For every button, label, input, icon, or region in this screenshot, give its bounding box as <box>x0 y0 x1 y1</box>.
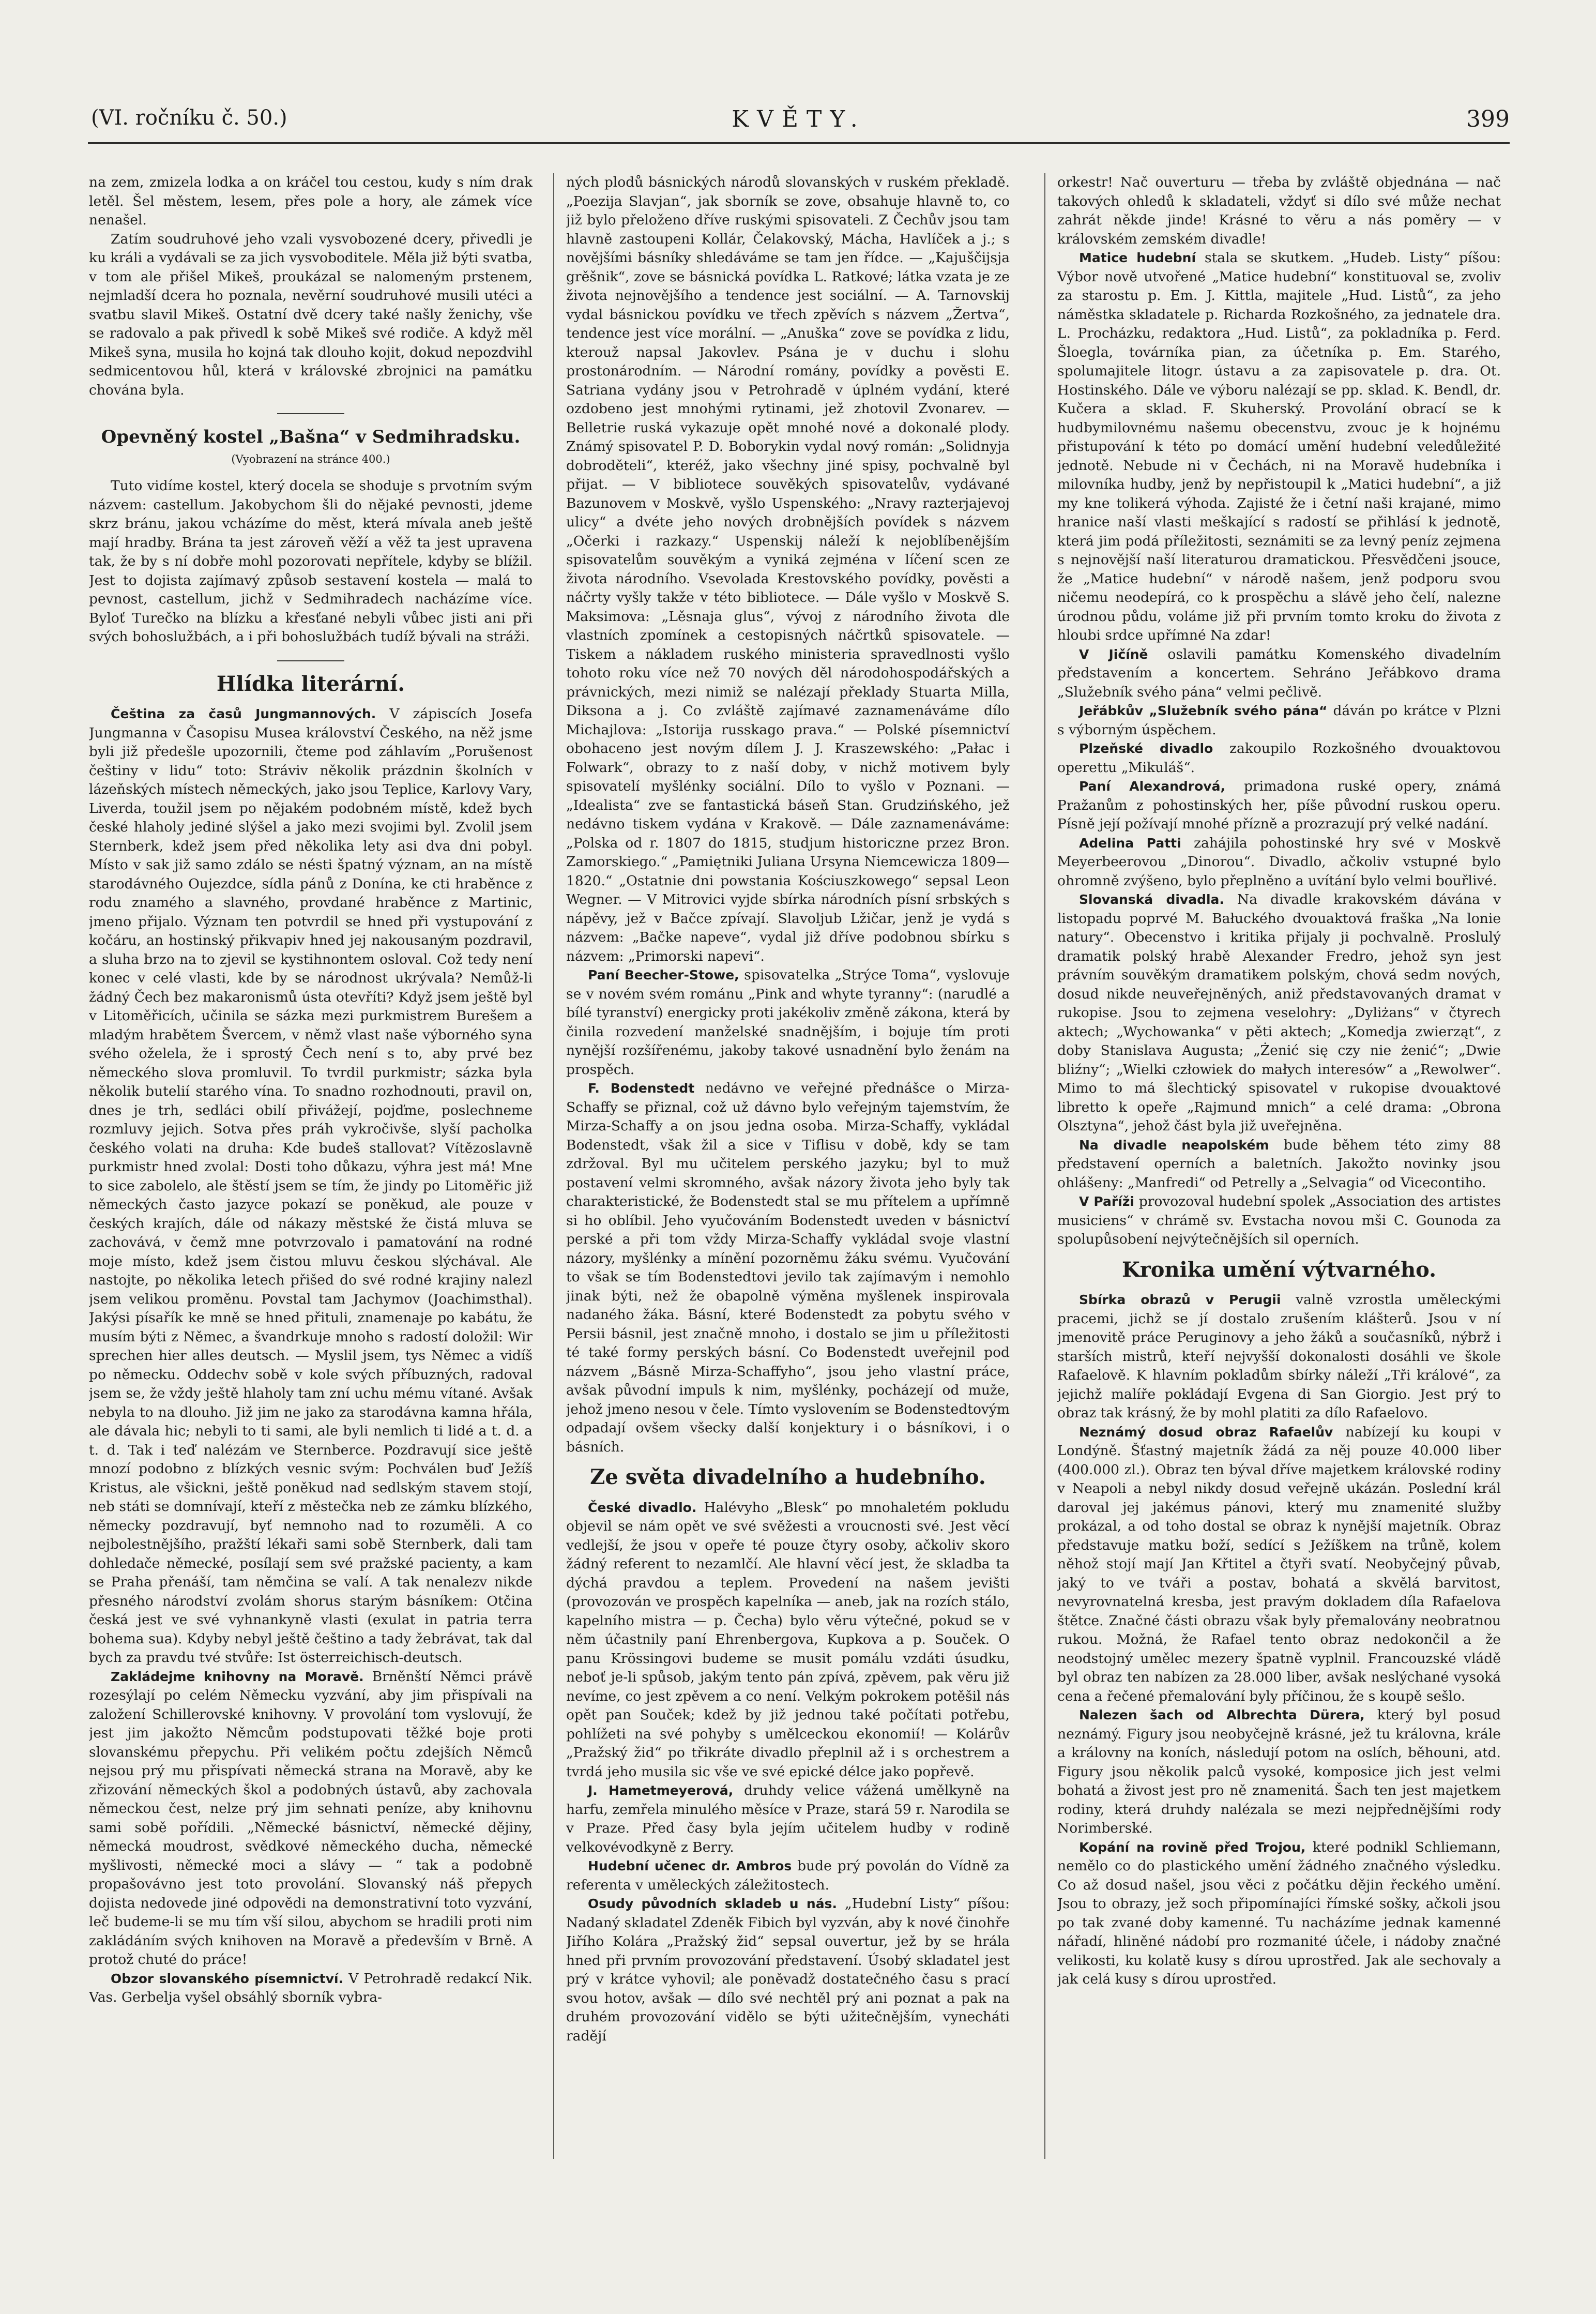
lead-heading: Hudební učenec dr. Ambros <box>588 1858 792 1873</box>
paragraph-text: který byl posud neznámý. Figury jsou neobyčejně krásné, jež tu královna, krále a královny na koních, následují potom na oslích, běhouni, atd. Figury jsou několik palců vysoké, komposice jich jest velmi bohatá a živost jest pro ně znamenitá. Šach ten jest majetkem rodiny, která druhdy nalézala se mezi nejpřednějšími rody Norimberské. <box>1057 1707 1501 1836</box>
paragraph <box>1057 645 1501 702</box>
paragraph-text: bude během této zimy 88 představení operních a baletních. Jakožto novinky jsou ohlášeny: „Manfredi“ od Petrelly a „Selvagia“ od Vicecontiho. <box>1057 1137 1501 1191</box>
lead-heading: Jeřábkův „Služebník svého pána“ <box>1079 703 1328 718</box>
paragraph <box>89 1668 533 1970</box>
volume-label: (VI. ročníku č. 50.) <box>91 106 287 130</box>
paragraph <box>1057 890 1501 1136</box>
paragraph <box>1057 1838 1501 1989</box>
article-title: Opevněný kostel „Bašna“ v Sedmihradsku. <box>101 427 521 447</box>
lead-heading: Čeština za časů Jungmannových. <box>111 706 376 721</box>
paragraph-text: Brněnští Němci právě rozesýlají po celém Německu vyzvání, aby jim přispívali na založení Schillerovské knihovny. V provolání tom vyslovují, že jest jim jakožto Němcům podstupovati těžké boje proti slovanskému přepychu. Při velikém počtu zdejších Němců nejsou prý mu přispívati německá strana na Moravě, aby ke zřizování německých škol a podobných ústavů, aby zachovala německou čest, nelze prý jim sehnati peníze, aby knihovnu sami sobě pořídili. „Německé básnictví, německé dějiny, německá moudrost, svědkové německého ducha, německé myšlivosti, německé moci a slávy — “ tak a podobně propašovávno jest toto provolání. Slovanský náš přepych dojista nedovede jiné odpovědi na demonstrativní toto vyzvání, leč budeme-li se mu tím vší silou, abychom se hradili proti nim zakládáním svých knihoven na Moravě a především v Brně. A protož chuté do práce! <box>89 1668 533 1968</box>
separator-rule <box>277 660 344 661</box>
paragraph: Zatím soudruhové jeho vzali vysvobozené dcery, přivedli je ku králi a vydávali se za jich vysvoboditele. Měla již býti svatba, v tom ale přišel Mikeš, proukázal se nalomeným prstenem, nejmladší dcera ho poznala, nevěrní soudruhové musili utéci a svatbu slavil Mikeš. Ostatní dvě dcery také našly ženichy, vše se radovalo a pak přivedl k sobě Mikeš své rodiče. A když měl Mikeš syna, musila ho kojná tak dlouho kojit, dokud nepozdvihl sedmicentovou hůl, která v královské zbrojnici na památku chována byla. <box>89 231 533 398</box>
paragraph <box>566 1499 1010 1782</box>
lead-heading: Neznámý dosud obraz Rafaelův <box>1079 1424 1333 1440</box>
paragraph-text: V zápiscích Josefa Jungmanna v Časopisu Musea království Českého, na něž jsme byli již předešle upozornili, čteme pod záhlavím „Porušenost češtiny v lidu“ toto: Stráviv několik prázdnin školních v lázeňských místech německých, jako jsou Teplice, Karlovy Vary, Liverda, toužil jsem po nějakém podobném místě, kdež bych české hlaholy jediné slýšel a jako mezi svojimi byl. Zvolil jsem Sternberk, kdež jsem před několika lety asi dva dni pobyl. Místo v sak již samo zdálo se nésti špatný význam, an na místě starodávného Oujezdce, sídla pánů z Donína, ke cti hraběnce z rodu znamého a slavného, provdané hraběnce z Martinic, jmeno přijalo. Význam ten potvrdil se hned při vystupování z kočáru, an hostinský přikvapiv hned jej nakousaným pozdravil, a sluha brzo na to zjevil se kystihnontem osloval. Což tedy není konec v celé vlasti, kde by se národnost ukrývala? Nemůž-li žádný Čech bez makaronismů ústa otevříti? Když jsem ještě byl v Litoměřicích, učinila se sázka mezi purkmistrem Burešem a mladým hrabětem Švercem, v němž vlast naše výborného syna svého oželela, že i sprostý Čech není s to, aby prvé bez německého slova promluvil. To tvrdil purkmistr; sázka byla několik butelií starého vína. To snadno rozhodnouti, pravil on, dnes je trh, sedláci obilí přivážejí, pojďme, poslechneme rozmluvy jejich. Sotva přes práh vykročivše, slyší pacholka českého volati na druha: Kde budeš stallovat? Vítězoslavně purkmistr hned zvolal: Dosti toho důkazu, výhra jest má! Mne to sice zabolelo, ale štěstí jsem se tím, že jindy po Litoměřic již německých často jazyce pokazí se poněkud, ale pouze v českých krajích, dále od nákazy městské že čistá mluva se zachovává, v čemž mne potvrzovalo i pamatování na rodné moje místo, kdež jsem čistou mluvu českou slýchával. Ale nastojte, po několika letech přišed do své rodné krajiny nalezl jsem velikou proměnu. Povstal tam Jachymov (Joachimsthal). Jakýsi písařík ke mně se hned přituli, znamenaje po kabátu, že musím býti z Němec, a švandrkuje mnoho s radostí doložil: Wir sprechen hier alles deutsch. — Myslil jsem, tys Němec a vidíš po německu. Oddechv sobě v kole svých příbuzných, radoval jsem se, že vždy ještě hlaholy tam zní uchu mému vítané. Avšak nebyla to na dlouho. Již jim ne jako za starodávna kamna hřála, ale dávala hic; nebyli to ti sami, ale byli nemlich ti lidé a t. d. a t. d. Tak i teď nalézám ve Sternberce. Pozdravují sice ještě mnozí podobno z blízkých vesnic svým: Pochválen buď Ježíš Kristus, ale všickni, ještě poněkud nad sedlským stavem stojí, neb státi se domnívají, kteří z městečka neb ze zámku blízkého, německy pozdravují, byť nemnoho nad to rozuměli. A co nejbolestnějšího, pražští lékaři sami sobě Sternberk, dali tam dohledače německé, posílají sem své pražské pacienty, a kam se Praha přenáší, tam němčina se valí. A tak nenalezv nikde přesného národství zvolám shorus starým básníkem: Otčina česká jest ve své vyhnankyně vlasti (exulat in patria terra bohema sua). Kdyby nebyl ještě češtino a tady žebrávat, tak dal bych za pravdu tvé stvůře: Ist österreichisch-deutsch. <box>89 706 533 1666</box>
paragraph <box>1057 1423 1501 1706</box>
section-title: Kronika umění výtvarného. <box>1121 1257 1437 1282</box>
lead-heading: Sbírka obrazů v Perugii <box>1079 1292 1281 1307</box>
paragraph: orkestr! Nač ouverturu — třeba by zvláště objednána — nač takových ohledů k skladateli, vždyť si dílo své může nechat zahrát někde jinde! Krásné to věru a nás poměry — v královském zemském divadle! <box>1057 174 1501 247</box>
paragraph <box>1057 1136 1501 1193</box>
paragraph <box>566 966 1010 1079</box>
paragraph <box>1057 1192 1501 1249</box>
lead-heading: V Jičíně <box>1079 646 1148 662</box>
paragraph-text: zahájila pohostinské hry své v Moskvě Meyerbeerovou „Dinorou“. Divadlo, ačkoliv vstupné bylo ohromně zvýšeno, bylo přeplněno a uvítání bylo velmi bouřlivé. <box>1057 835 1501 889</box>
paragraph <box>1057 1706 1501 1838</box>
lead-heading: České divadlo. <box>588 1500 697 1515</box>
column-1 <box>89 173 533 2231</box>
paragraph-text: druhdy velice vážená umělkyně na harfu, zemřela minulého měsíce v Praze, stará 59 r. Narodila se v Praze. Před časy byla jejím učitelem hudby v rodině velkovévodkyně z Berry. <box>566 1782 1010 1855</box>
paragraph <box>566 1895 1010 2046</box>
paragraph <box>1057 834 1501 891</box>
column-3 <box>1057 173 1501 2231</box>
paragraph-text: Na divadle krakovském dávána v listopadu poprvé M. Bałuckého dvouaktová fraška „Na lonie natury“. Obecenstvo i kritika přijaly ji pochvalně. Proslulý dramatik polský hrabě Alexander Fredro, jehož syn jest právním souvěkým dramatikem polským, chová sedm nových, dosud nikde neuveřejněných, aniž představovaných dramat v rukopise. Jsou to zejmena veselohry: „Dyliżans“ v čtyrech aktech; „Wychowanka“ v pěti aktech; „Komedja zwierząt“, z doby Stanislava Augusta; „Żenić się czy nie żenić“; „Dwie bliźny“; „Wielki człowiek do małych interesów“ a „Rewolwer“. Mimo to má šlechtický spisovatel v rukopise dvouaktové libretto k opeře „Rajmund mnich“ a celé drama: „Obrona Olsztyna“, jehož část byla již uveřejněna. <box>1057 891 1501 1134</box>
separator-rule <box>277 413 344 414</box>
article-note: (Vyobrazení na stránce 400.) <box>231 452 390 465</box>
paragraph-text: bude prý povolán do Vídně za referenta v uměleckých záležitostech. <box>566 1858 1010 1893</box>
lead-heading: Zakládejme knihovny na Moravě. <box>111 1669 364 1684</box>
paragraph: Tuto vidíme kostel, který docela se shoduje s prvotním svým názvem: castellum. Jakobychom šli do nějaké pevnosti, jdeme skrz bránu, jakou vcházíme do měst, která mívala aneb ještě mají hradby. Brána ta jest zároveň věží a věž ta jest upravena tak, že by s ní dobře mohl pozorovati nepřítele, kdyby se blížil. Jest to dojista zajímavý způsob sestavení kostela — malá to pevnost, castellum, jichž v Sedmihradech nacházíme více. Byloť Turečko na blízku a křesťané nebyli vůbec jisti ani při svých bohoslužbách, a i při bohoslužbách tudíž bývali na stráži. <box>89 478 533 645</box>
paragraph-text: Halévyho „Blesk“ po mnohaletém pokludu objevil se nám opět ve své svěžesti a vroucnosti své. Jest věcí vedlejší, že jsou v opeře té pouze čtyry osoby, ačkoliv skoro žádný referent to nezamlčí. Ale hlavní věcí jest, že skladba ta dýchá pravdou a teplem. Provedení na našem jevišti (provozován ve prospěch kapelníka — aneb, jak na rozích stálo, kapelního mistra — p. Čecha) bylo věru výtečné, pokud se v něm účastnily paní Ehrenbergova, Kupkova a p. Souček. O panu Krössingovi budeme se musit pomálu vzdáti úsudku, neboť je-li spůsob, jakým tento pán zpívá, zpěvem, pak věru již nevíme, co jest zpěvem a co není. Velkým pokrokem potěšil nás opět pan Souček; kdež by již jednou také počítati potřebu, pohlížeti na své pohyby s umělceckou ekonomií! — Kolárův „Pražský žid“ po třikráte divadlo přeplnil až i s orchestrem a tvrdá jeho musila sic vše ve své epické délce jako popřevě. <box>566 1499 1010 1780</box>
paragraph-text: stala se skutkem. „Hudeb. Listy“ píšou: Výbor nově utvořené „Matice hudební“ konstituoval se, zvoliv za starostu p. Em. J. Kittla, majitele „Hud. Listů“, za jeho náměstka skladatele p. Richarda Rozkošného, za jednatele drа. L. Procházku, redaktora „Hud. Listů“, za pokladníka p. Ferd. Šloegla, továrníka pian, za účetníka p. Em. Starého, spolumajitele litogr. ústavu a za zapisovatele p. dra. Ot. Hostinského. Dále ve výboru nalézají se pp. sklad. K. Bendl, dr. Kučera a sklad. F. Skuherský. Provolání obrací se k hudbymilovnému našemu obecenstvu, zvouc je k hojnému přistupování k této po domácí umění hudební veledůležité jednotě. Nebude ni v Čechách, ni na Moravě hudebníka i milovníka hudby, jenž by nepřistoupil k „Matici hudební“, a již my kne tolikerá výhoda. Zajisté že i četní naši krajané, mimo hranice naší vlasti meškající s radostí se přihlásí k jednotě, která jim podá příležitosti, seznámiti se za levný peníz zejmena s nejnovější naší literaturou dramatickou. Přesvědčeni jsouce, že „Matice hudební“ v národě našem, jenž podporu svou ničemu neodepírá, co k prospěchu a slávě jeho čelí, nalezne úrodnou půdu, voláme již při prvním tomto kroku do života z hloubi srdce upřímné Na zdar! <box>1057 250 1501 643</box>
lead-heading: Adelina Patti <box>1079 835 1181 851</box>
paragraph-text: provozoval hudební spolek „Association des artistes musiciens“ v chrámě sv. Evstacha novou mši C. Gounoda za spolupůsobení nejvýtečnějších sil operních. <box>1057 1193 1501 1247</box>
lead-heading: F. Bodenstedt <box>588 1081 695 1096</box>
lead-heading: Osudy původních skladeb u nás. <box>588 1896 837 1911</box>
section-title: Hlídka literární. <box>216 671 405 696</box>
lead-heading: Paní Alexandrová, <box>1079 779 1225 794</box>
paragraph <box>1057 1291 1501 1423</box>
lead-heading: Nalezen šach od Albrechta Dürera, <box>1079 1707 1365 1722</box>
paragraph <box>1057 702 1501 739</box>
paragraph <box>566 1781 1010 1857</box>
lead-heading: V Paříži <box>1079 1194 1134 1209</box>
column-divider <box>553 173 554 2159</box>
paragraph-text: primadona ruské opery, známá Pražanům z pohostinských her, píše původní ruskou operu. Písně její požívají mnohé přízně a prozrazují prý velké nadání. <box>1057 778 1501 832</box>
lead-heading: Slovanská divadla. <box>1079 892 1224 907</box>
page-number: 399 <box>1466 106 1510 132</box>
paragraph <box>89 705 533 1668</box>
lead-heading: Plzeňské divadlo <box>1079 741 1213 756</box>
paragraph-text: zakoupilo Rozkošného dvouaktovou operettu „Mikuláš“. <box>1057 740 1501 776</box>
paragraph-text: které podnikl Schliemann, nemělo co do plastického umění žádného značného výsledku. Co až dosud našel, jsou věci z počátku dějin řeckého umění. Jsou to obrazy, jež soch připomínajíci římské sošky, ačkoli jsou po tak zvané doby kamenné. Tu nacházíme jednak kamenné nářadí, hliněné nádobí pro rozmanité účele, i nádoby značné velikosti, ku kolatě kusy s dírou uprostřed. Jak ale sechovaly a jak celá kusy s dírou uprostřed. <box>1057 1839 1501 1987</box>
paragraph-text: valně vzrostla uměleckými pracemi, jichž se jí dostalo zrušením klášterů. Jsou v ní jmenovitě práce Peruginovy a jeho žáků a současníků, nýbrž i starších mistrů, kteří nejvyšší dokonalosti dosáhli ve škole Rafaelově. K hlavním pokladům sbírky náleží „Tři králové“, za jejichž malíře pokládají Evgena di San Giorgio. Jest prý to obraz tak krásný, že by mohl platiti za dílo Rafaelovo. <box>1057 1292 1501 1421</box>
column-2 <box>566 173 1010 2231</box>
section-title: Ze světa divadelního a hudebního. <box>590 1465 986 1489</box>
lead-heading: J. Hametmeyerová, <box>588 1783 734 1798</box>
paragraph <box>566 1857 1010 1895</box>
lead-heading: Matice hudební <box>1079 250 1196 265</box>
lead-heading: Na divadle neapolském <box>1079 1137 1269 1153</box>
lead-heading: Kopání na rovině před Trojou, <box>1079 1839 1306 1855</box>
paragraph-text: V Petrohradě redakcí Nik. Vas. Gerbelja vyšel obsáhlý sborník vybra- <box>89 1970 533 2005</box>
paragraph-text: nabízejí ku koupi v Londýně. Šťastný majetník žádá za něj pouze 40.000 liber (400.000 zl.). Obraz ten býval dříve majetkem královské rodiny v Neapoli a nebyl nikdy dosud veřejně ukázán. Poslední král daroval jej jakémus pánovi, který mu znamenité služby prokázal, a od toho dostal se obraz k nynější majetník. Obraz představuje matku boží, sedící s Ježíškem na trůně, kolem něhož stojí mají Jan Křtitel a čtyři svatí. Neobyčejný půvab, jaký to ve tváři a postav, bohatá a skvělá barvitost, nevyrovnatelná kresba, jest pravým dokladem díla Rafaelova štětce. Značné části obrazu však byly přemalovány neobratnou rukou. Možná, že Rafael tento obraz nedokončil a že neodstojný umělec mezery špatně vyplnil. Francouzské vládě byl obraz ten nabízen za 28.000 liber, avšak neslýchané vysoká cena a řečené přemalování byly příčinou, že s koupě sešlo. <box>1057 1424 1501 1704</box>
paragraph <box>566 1079 1010 1457</box>
column-divider <box>1044 173 1045 2159</box>
paragraph-text: „Hudební Listy“ píšou: Nadaný skladatel Zdeněk Fibich byl vyzván, aby k nové činohře Jiřího Kolára „Pražský žid“ sepsal ouvertur, jež by se hrála hned při prvním provozování představení. Úsobý skladatel jest prý v krátce vyhovil; ale poněvadž dostatečného času s prací svou hotov, avšak — dílo své nechtěl prý ani poznat a pak na druhém provozování vidělo se býti užitečnějším, vynecháti radějí <box>566 1896 1010 2044</box>
journal-title: KVĚTY. <box>732 106 866 132</box>
paragraph: na zem, zmizela lodka a on kráčel tou cestou, kudy s ním drak letěl. Šel městem, lesem, přes pole a hory, ale zámek více nenašel. <box>89 174 533 228</box>
paragraph-text: nedávno ve veřejné přednášce o Mirza-Schaffy se přiznal, což už dávno bylo veřejným tajemstvím, že Mirza-Schaffy a on jsou jedna osoba. Mirza-Schaffy, vykládal Bodenstedt, však žil a sice v Tiflisu v době, kdy se tam zdržoval. Byl mu učitelem perského jazyku; byl to muž postavení velmi skromného, avšak názory života jeho byly tak charakteristické, že Bodenstedt stal se mu přítelem a upřímně si ho oblíbil. Jeho vyučováním Bodenstedt uveden v básnictví perské a při tom vždy Mirza-Schaffy vykládal svoje vlastní názory, myšlénky a mínění pozorněmu žáku svému. Vyučování to však se tím Bodenstedtovi jevilo tak zajímavým i nemohlo jinak býti, než že obapolně výměna myšlenek inspirovala nadaného žáka. Básní, které Bodenstedt za pobytu svého v Persii básnil, jest značně mnoho, i dostalo se jim u příležitosti té také formy perských básní. Co Bodenstedt uveřejnil pod názvem „Básně Mirza-Schaffyho“, jsou jeho vlastní práce, avšak původní impuls k nim, myšlénky, pocházejí od muže, jehož jmeno nesou v čele. Tímto vyslovením se Bodenstedtovým odpadají ovšem všecky další konjektury i o básníkovi, i o básních. <box>566 1080 1010 1455</box>
paragraph <box>89 1970 533 2007</box>
page-header <box>88 106 1510 142</box>
lead-heading: Paní Beecher-Stowe, <box>588 967 739 982</box>
header-rule <box>88 142 1510 144</box>
lead-heading: Obzor slovanského písemnictví. <box>111 1971 344 1986</box>
paragraph-text: spisovatelka „Strýce Toma“, vyslovuje se v novém svém románu „Pink and whyte tyranny“: (narudlé a bílé tyranství) energicky proti jakékoliv změně zákona, která by činila rozvedení manželské snadnějším, i bojuje tím proti nynější rozšířenému, jakoby takové usnadnění bylo ženám na prospěch. <box>566 967 1010 1078</box>
paragraph-text: dáván po krátce v Plzni s výborným úspěchem. <box>1057 703 1501 738</box>
paragraph: ných plodů básnických národů slovanských v ruském překladě. „Poezija Slavjan“, jak sborník se zove, obsahuje hlavně to, co již bylo přeloženo dříve ruskými spisovateli. Z Čechův jsou tam hlavně zastoupeni Kollár, Čelakovský, Mácha, Havlíček a j.; s novějšími básníky shledáváme se tam jen řídce. — „Kajuščijsja grěšnik“, zove se básnická povídka L. Ratkové; látka vzata je ze života nejnovějšího a tendence jest sociální. — A. Tarnovskij vydal básnickou povídku ve třech zpěvích s názvem „Žertva“, tendence jest více morální. — „Anuška“ zove se povídka z lidu, kterouž napsal Jakovlev. Psána je v duchu i slohu prostonárodním. — Národní romány, povídky a pověsti E. Satriana vydány jsou v Petrohradě v úplném vydání, které ozdobeno jest mnohými rytinami, jež zhotovil Zvonarev. — Belletrie ruská vykazuje opět mnohé nové a dokonalé plody. Známý spisovatel P. D. Boborykin vydal nový román: „Solidnyja dobroděteli“, kteréž, jako všechny jiné spisy, pochvalně byl přijat. — V bibliotece souvěkých spisovatelův, vydávané Bazunovem v Moskvě, vyšlo Uspenského: „Nravy razterjajevoj ulicy“ a dvéte jeho nových drobnějších povídek s názvem „Očerki i razkazy.“ Uspenskij náleží k nejoblíbenějším spisovatelům souvěkým a vyniká zejména v líčení scen ze života národního. Vsevolada Krestovského povídky, pověsti a náčrty vyšly takže v této bibliotece. — Dále vyšlo v Moskvě S. Maksimova: „Lěsnaja glus“, vývoj z národního života dle vlastních zpomínek a cestopisných náčrtků spisovatele. — Tiskem a nákladem ruského ministeria spravedlnosti vyšlo tohoto roku více než 70 nových děl národohospodářských a právnických, mezi nimiž se nalézají překlady Stuarta Milla, Diksona a j. Co zvláště zajímavé zaznamenáváme dílo Michajlova: „Istorija russkago prava.“ — Polské písemnictví obohaceno jest novým dílem J. J. Kraszewského: „Pałac i Folwark“, obrazy to z naší doby, v nichž motivem byly spisovatelí myšlénky sociální. Dílo to vyšlo v Poznani. — „Idealista“ zve se fantastická báseň Stan. Grudzińského, jež nedávno tiskem vydána v Krakově. — Dále zaznamenáváme: „Polska od r. 1807 do 1815, studjum historiczne przez Bron. Zamorskiego.“ „Pamiętniki Juliana Ursyna Niemcewicza 1809—1820.“ „Ostatnie dni powstania Kościuszkowego“ sepsal Leon Wegner. — V Mitrovici vyjde sbírka národních písní srbských s nápěvy, jež v Bačce zpívají. Slavoljub Lžičar, jenž je vydá s názvem: „Bačke napeve“, vydal již dříve podobnou sbírku s názvem: „Primorski napevi“. <box>566 174 1010 964</box>
paragraph <box>1057 249 1501 645</box>
paragraph <box>1057 777 1501 834</box>
paragraph-text: oslavili památku Komenského divadelním představením a koncertem. Sehráno Jeřábkovo drama „Služebník svého pána“ velmi pečlivě. <box>1057 646 1501 700</box>
paragraph <box>1057 739 1501 777</box>
